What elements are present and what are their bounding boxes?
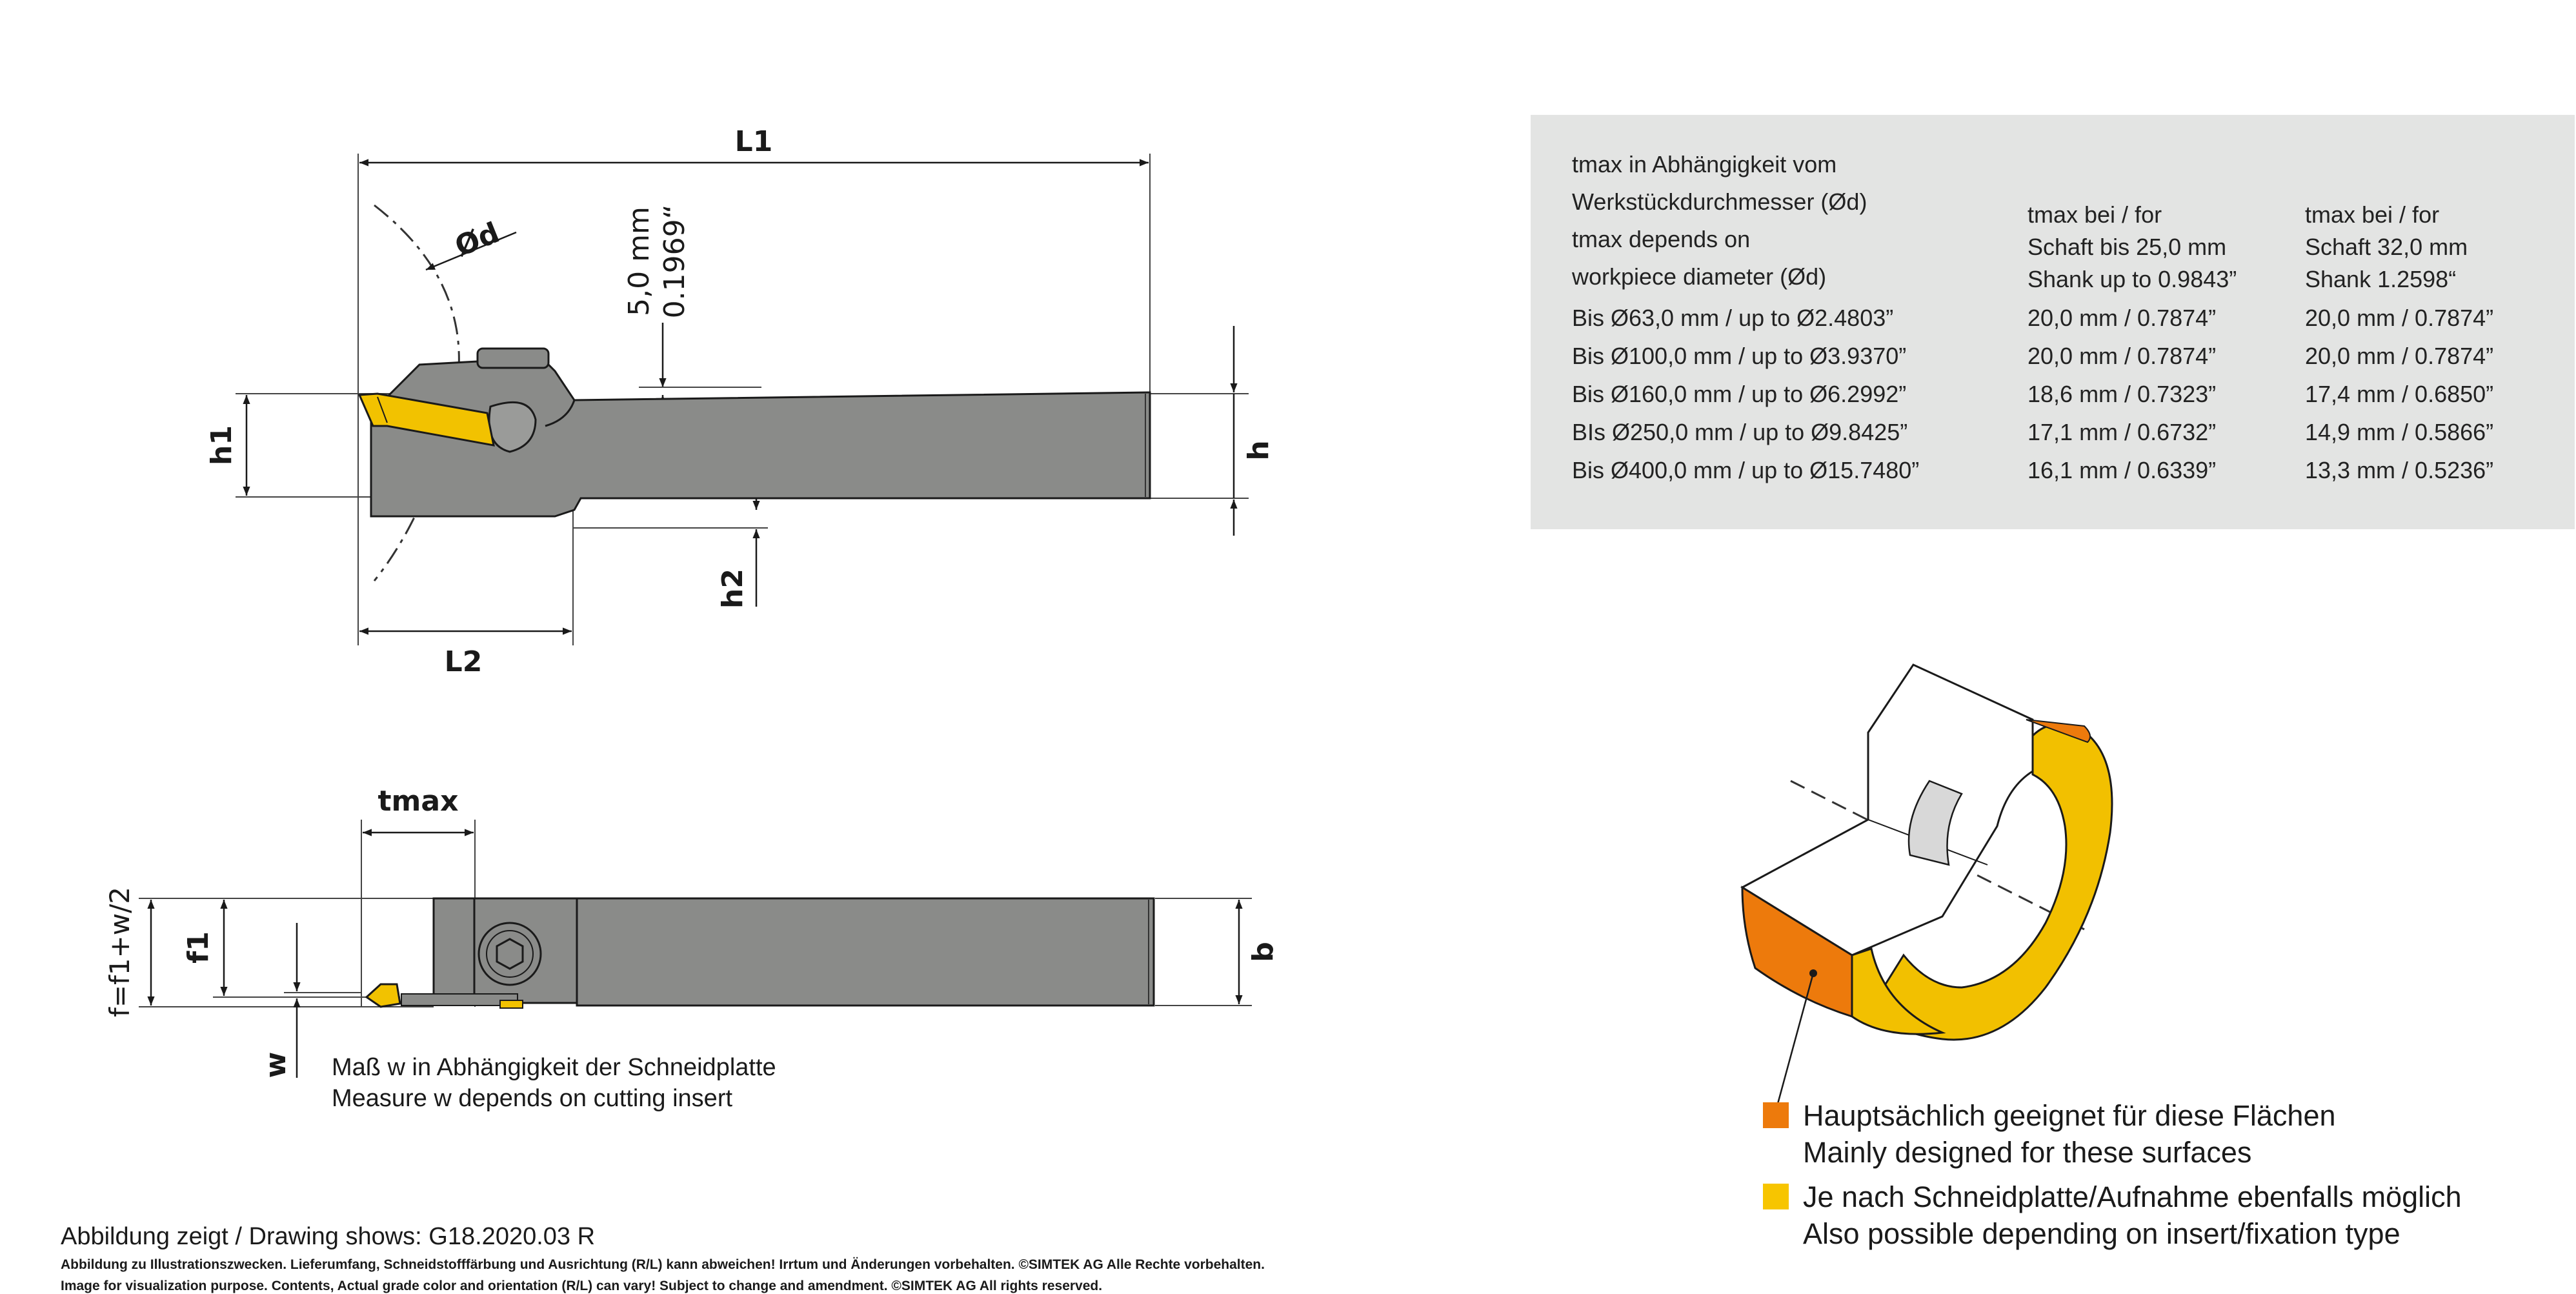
col1-header-3: Shank up to 0.9843” [2028, 266, 2237, 292]
legend-item-possible [1763, 1178, 2462, 1252]
table-row-label: BIs Ø250,0 mm / up to Ø9.8425” [1572, 419, 1908, 445]
orange-swatch-icon [1763, 1102, 1789, 1128]
table-row-value-2: 20,0 mm / 0.7874” [2305, 305, 2494, 331]
col2-header-2: Schaft 32,0 mm [2305, 234, 2468, 260]
col1-header-1: tmax bei / for [2028, 201, 2162, 228]
table-header-de-2: Werkstückdurchmesser (Ød) [1572, 188, 1867, 215]
table-row-value-2: 17,4 mm / 0.6850” [2305, 381, 2494, 407]
top-view [205, 125, 1275, 678]
b-label: b [1247, 942, 1280, 962]
f-formula-label: f=f1+w/2 [104, 887, 136, 1017]
table-row-label: Bis Ø100,0 mm / up to Ø3.9370” [1572, 343, 1907, 369]
side-view [104, 785, 1280, 1078]
col2-header-1: tmax bei / for [2305, 201, 2440, 228]
tool-shank-side [577, 898, 1154, 1006]
w-label: w [259, 1051, 292, 1078]
col2-header-3: Shank 1.2598“ [2305, 266, 2457, 292]
disclaimer-de: Abbildung zu Illustrationszwecken. Lieferumfang, Schneidstofffärbung und Ausrichtung (R/L) kann abweichen! Irrtum und Änderungen vorbehalten. ©SIMTEK AG Alle Rechte vorbehalten. [61, 1257, 1265, 1272]
legend-possible-en: Also possible depending on insert/fixation type [1803, 1217, 2400, 1250]
measure-note-en: Measure w depends on cutting insert [332, 1085, 733, 1112]
l1-label: L1 [734, 125, 773, 158]
table-header-en-2: workpiece diameter (Ød) [1572, 263, 1827, 290]
table-row-value-1: 18,6 mm / 0.7323” [2028, 381, 2217, 407]
table-row-value-2: 14,9 mm / 0.5866” [2305, 419, 2494, 445]
table-row-value-1: 16,1 mm / 0.6339” [2028, 457, 2217, 483]
insert-side [367, 984, 400, 1007]
depth-mm-label: 5,0 mm [623, 207, 656, 316]
clamp-top [478, 349, 548, 368]
table-row-value-2: 20,0 mm / 0.7874” [2305, 343, 2494, 369]
table-row-value-2: 13,3 mm / 0.5236” [2305, 457, 2494, 483]
yellow-swatch-icon [1763, 1184, 1789, 1209]
legend-main-en: Mainly designed for these surfaces [1803, 1136, 2252, 1169]
legend-main-de: Hauptsächlich geeignet für diese Flächen [1803, 1099, 2336, 1132]
table-row-value-1: 17,1 mm / 0.6732” [2028, 419, 2217, 445]
table-header-en-1: tmax depends on [1572, 226, 1751, 252]
h-label: h [1242, 440, 1275, 461]
table-header-de-1: tmax in Abhängigkeit vom [1572, 151, 1837, 177]
table-row-value-1: 20,0 mm / 0.7874” [2028, 305, 2217, 331]
drawing-shows-caption: Abbildung zeigt / Drawing shows: G18.2020.03 R [61, 1223, 596, 1250]
legend-possible-de: Je nach Schneidplatte/Aufnahme ebenfalls möglich [1803, 1180, 2462, 1213]
col1-header-2: Schaft bis 25,0 mm [2028, 234, 2227, 260]
table-row-label: Bis Ø63,0 mm / up to Ø2.4803” [1572, 305, 1894, 331]
measure-note-de: Maß w in Abhängigkeit der Schneidplatte [332, 1054, 776, 1081]
table-row-label: Bis Ø400,0 mm / up to Ø15.7480” [1572, 457, 1920, 483]
f1-label: f1 [182, 931, 215, 964]
table-row-label: Bis Ø160,0 mm / up to Ø6.2992” [1572, 381, 1907, 407]
legend-item-main [1763, 1097, 2336, 1171]
h1-label: h1 [205, 425, 238, 465]
table-row-value-1: 20,0 mm / 0.7874” [2028, 343, 2217, 369]
disclaimer-en: Image for visualization purpose. Contents, Actual grade color and orientation (R/L) can vary! Subject to change and amendment. ©SIMTEK AG All rights reserved. [61, 1279, 1103, 1293]
h2-label: h2 [716, 569, 749, 609]
tmax-table [1531, 115, 2575, 529]
workpiece-illustration [1742, 665, 2112, 1104]
tmax-label: tmax [377, 785, 459, 818]
diameter-label: Ød [450, 216, 505, 264]
depth-inch-label: 0.1969“ [658, 204, 691, 319]
l2-label: L2 [444, 645, 483, 678]
